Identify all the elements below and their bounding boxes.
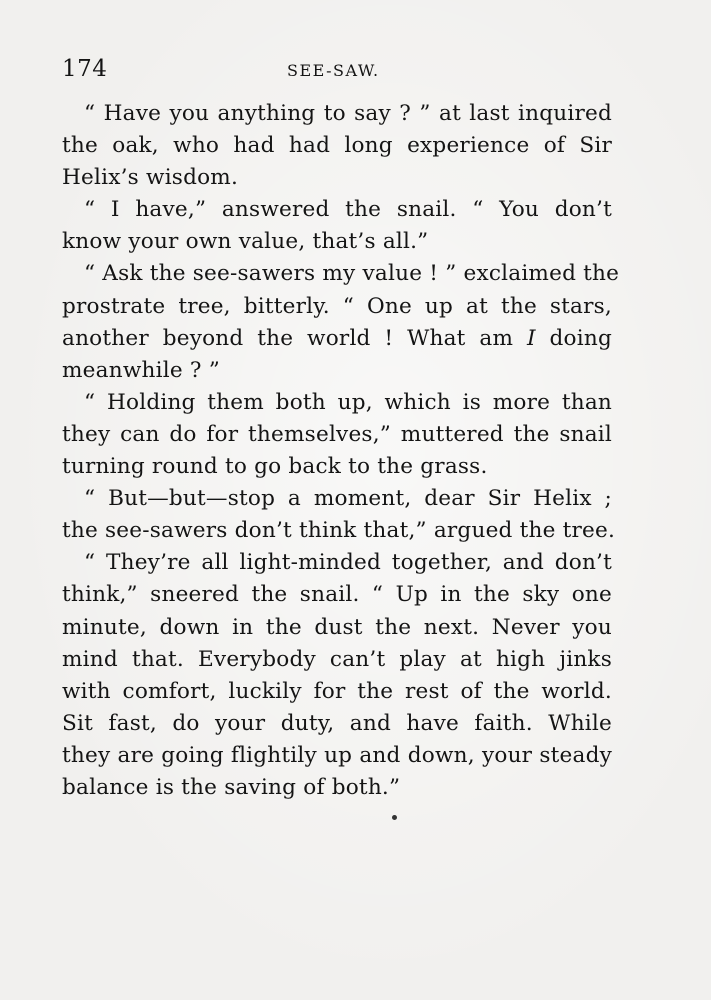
text-line: “ Holding them both up, which is more than [84,389,612,415]
text-line: balance is the saving of both.” [62,774,401,800]
text-line: mind that. Everybody can’t play at high jinks [62,646,612,672]
text-line: they can do for themselves,” muttered the snail [62,421,612,447]
paragraph [62,258,620,386]
text-line: they are going flightily up and down, your steady [62,742,612,768]
text-line: with comfort, luckily for the rest of the world. [62,678,612,704]
text-line: the oak, who had had long experience of Sir [62,133,612,159]
text-line: “ Ask the see-sawers my value ! ” exclaimed the [84,261,620,287]
text-line: meanwhile ? ” [62,357,220,383]
text-line: minute, down in the dust the next. Never you [62,614,612,640]
text-line [62,323,612,355]
emphasis-word: I [526,325,536,351]
paragraph [62,547,612,804]
text-line: Sit fast, do your duty, and have faith. While [62,710,612,736]
body-text [62,98,620,804]
paragraph [62,483,616,547]
text-line: prostrate tree, bitterly. “ One up at the stars, [62,293,612,319]
paragraph [62,98,612,194]
paragraph [62,194,612,258]
text-line: know your own value, that’s all.” [62,229,429,255]
text-line: “ But—but—stop a moment, dear Sir Helix ; [84,486,612,512]
text-line: “ I have,” answered the snail. “ You don’t [84,197,612,223]
text-line: turning round to go back to the grass. [62,454,488,480]
text-line: Helix’s wisdom. [62,165,239,191]
running-head: SEE-SAW. [287,61,380,80]
text-line: think,” sneered the snail. “ Up in the sky one [62,582,612,608]
page-number: 174 [62,56,108,82]
ink-speck [392,815,397,820]
page-header [62,56,612,86]
text-line: the see-sawers don’t think that,” argued the tree. [62,518,616,544]
text-line: “ They’re all light-minded together, and don’t [84,550,612,576]
text-line: “ Have you anything to say ? ” at last inquired [84,101,612,126]
paragraph [62,387,612,483]
italic-word-line: another beyond the world ! What am I doing [62,325,612,351]
